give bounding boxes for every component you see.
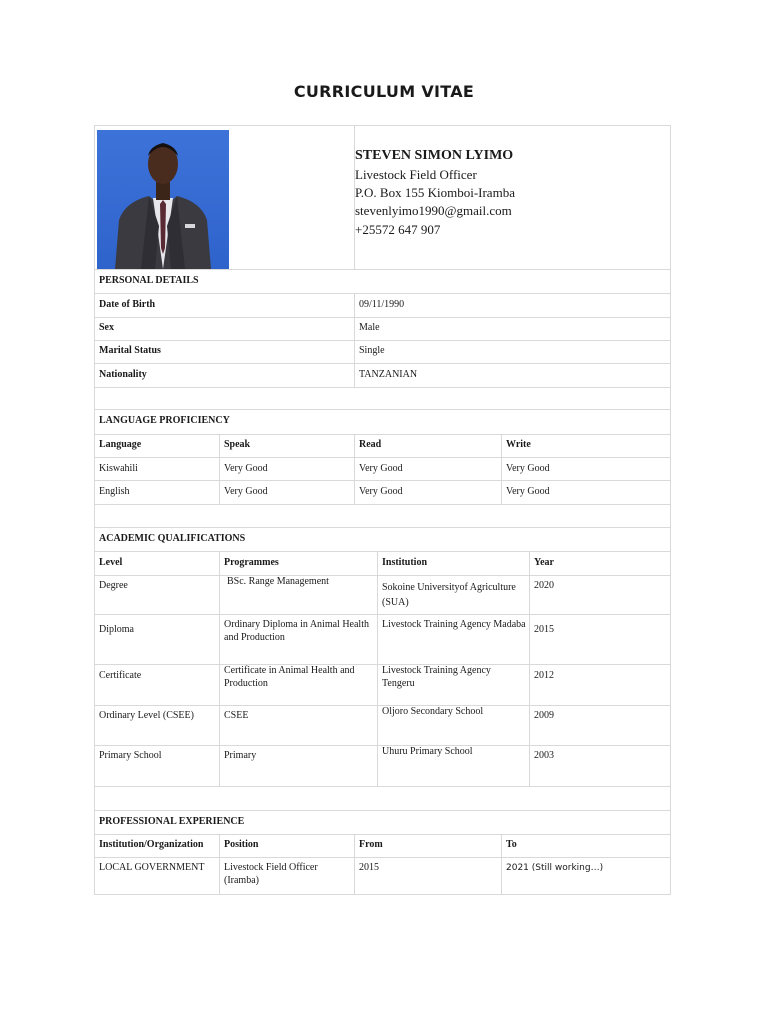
document-title: CURRICULUM VITAE: [293, 82, 475, 101]
row-divider: [95, 810, 671, 811]
academic-year: 2020: [534, 580, 554, 591]
candidate-phone: +25572 647 907: [355, 222, 441, 237]
row-divider: [95, 363, 671, 364]
language-cell: Kiswahili: [99, 463, 138, 474]
row-divider: [95, 434, 671, 435]
language-cell: Very Good: [506, 463, 550, 474]
academic-programme: Ordinary Diploma in Animal Health and Production: [224, 619, 369, 643]
row-divider: [95, 409, 671, 410]
column-divider: [354, 834, 355, 894]
row-divider: [95, 504, 671, 505]
row-divider: [95, 387, 671, 388]
academic-programme: BSc. Range Management: [227, 576, 329, 587]
row-divider: [95, 786, 671, 787]
candidate-name: STEVEN SIMON LYIMO: [355, 148, 514, 163]
academic-level: Ordinary Level (CSEE): [99, 710, 194, 721]
experience-from: 2015: [359, 862, 379, 873]
language-cell: Very Good: [224, 463, 268, 474]
experience-column-header: From: [359, 839, 383, 850]
row-divider: [95, 317, 671, 318]
personal-label: Nationality: [99, 369, 147, 380]
academic-heading: ACADEMIC QUALIFICATIONS: [99, 533, 246, 544]
row-divider: [95, 614, 671, 615]
row-divider: [95, 457, 671, 458]
personal-value: 09/11/1990: [359, 299, 405, 310]
academic-programme: Certificate in Animal Health and Production: [224, 665, 355, 689]
academic-institution: Oljoro Secondary School: [382, 706, 484, 717]
row-divider: [95, 293, 671, 294]
academic-column-header: Year: [534, 557, 554, 568]
row-divider: [95, 340, 671, 341]
candidate-role: Livestock Field Officer: [355, 167, 477, 182]
academic-programme: CSEE: [224, 710, 249, 721]
language-cell: Very Good: [224, 486, 268, 497]
column-divider: [219, 551, 220, 786]
academic-level: Degree: [99, 580, 128, 591]
language-cell: Very Good: [359, 463, 403, 474]
experience-heading: PROFESSIONAL EXPERIENCE: [99, 816, 245, 827]
academic-year: 2012: [534, 670, 554, 681]
language-column-header: Language: [99, 439, 142, 450]
academic-level: Certificate: [99, 670, 142, 681]
academic-institution: Sokoine Universityof Agriculture (SUA): [382, 582, 516, 608]
experience-organization: LOCAL GOVERNMENT: [99, 862, 205, 873]
column-divider: [501, 434, 502, 504]
row-divider: [95, 480, 671, 481]
experience-position: Livestock Field Officer (Iramba): [224, 862, 318, 886]
row-divider: [95, 269, 671, 270]
academic-year: 2015: [534, 624, 554, 635]
personal-value: Male: [359, 322, 380, 333]
experience-column-header: Position: [224, 839, 259, 850]
row-divider: [95, 575, 671, 576]
academic-column-header: Level: [99, 557, 123, 568]
language-cell: Very Good: [359, 486, 403, 497]
column-divider: [501, 834, 502, 894]
row-divider: [95, 857, 671, 858]
academic-level: Diploma: [99, 624, 134, 635]
experience-column-header: Institution/Organization: [99, 839, 204, 850]
language-cell: Very Good: [506, 486, 550, 497]
person-portrait-icon: [97, 130, 229, 269]
candidate-email[interactable]: stevenlyimo1990@gmail.com: [355, 203, 512, 218]
column-divider: [529, 551, 530, 786]
language-heading: LANGUAGE PROFICIENCY: [99, 415, 230, 426]
column-divider: [219, 834, 220, 894]
academic-column-header: Programmes: [224, 557, 279, 568]
language-column-header: Speak: [224, 439, 251, 450]
language-cell: English: [99, 486, 130, 497]
academic-institution: Uhuru Primary School: [382, 746, 473, 757]
personal-details-heading: PERSONAL DETAILS: [99, 275, 199, 286]
academic-year: 2009: [534, 710, 554, 721]
column-divider: [377, 551, 378, 786]
experience-column-header: To: [506, 839, 517, 850]
personal-value: TANZANIAN: [359, 369, 418, 380]
academic-level: Primary School: [99, 750, 162, 761]
experience-to: 2021 (Still working…): [506, 863, 604, 873]
profile-photo: [97, 130, 229, 269]
row-divider: [95, 527, 671, 528]
academic-programme: Primary: [224, 750, 257, 761]
personal-value: Single: [359, 345, 385, 356]
column-divider: [354, 434, 355, 504]
language-column-header: Write: [506, 439, 531, 450]
candidate-address: P.O. Box 155 Kiomboi-Iramba: [355, 185, 515, 200]
academic-column-header: Institution: [382, 557, 428, 568]
personal-label: Marital Status: [99, 345, 161, 356]
academic-institution: Livestock Training Agency Madaba: [382, 619, 526, 630]
academic-year: 2003: [534, 750, 554, 761]
row-divider: [95, 551, 671, 552]
personal-label: Sex: [99, 322, 114, 333]
language-column-header: Read: [359, 439, 382, 450]
column-divider: [219, 434, 220, 504]
row-divider: [95, 834, 671, 835]
personal-label: Date of Birth: [99, 299, 156, 310]
academic-institution: Livestock Training Agency Tengeru: [382, 665, 491, 689]
